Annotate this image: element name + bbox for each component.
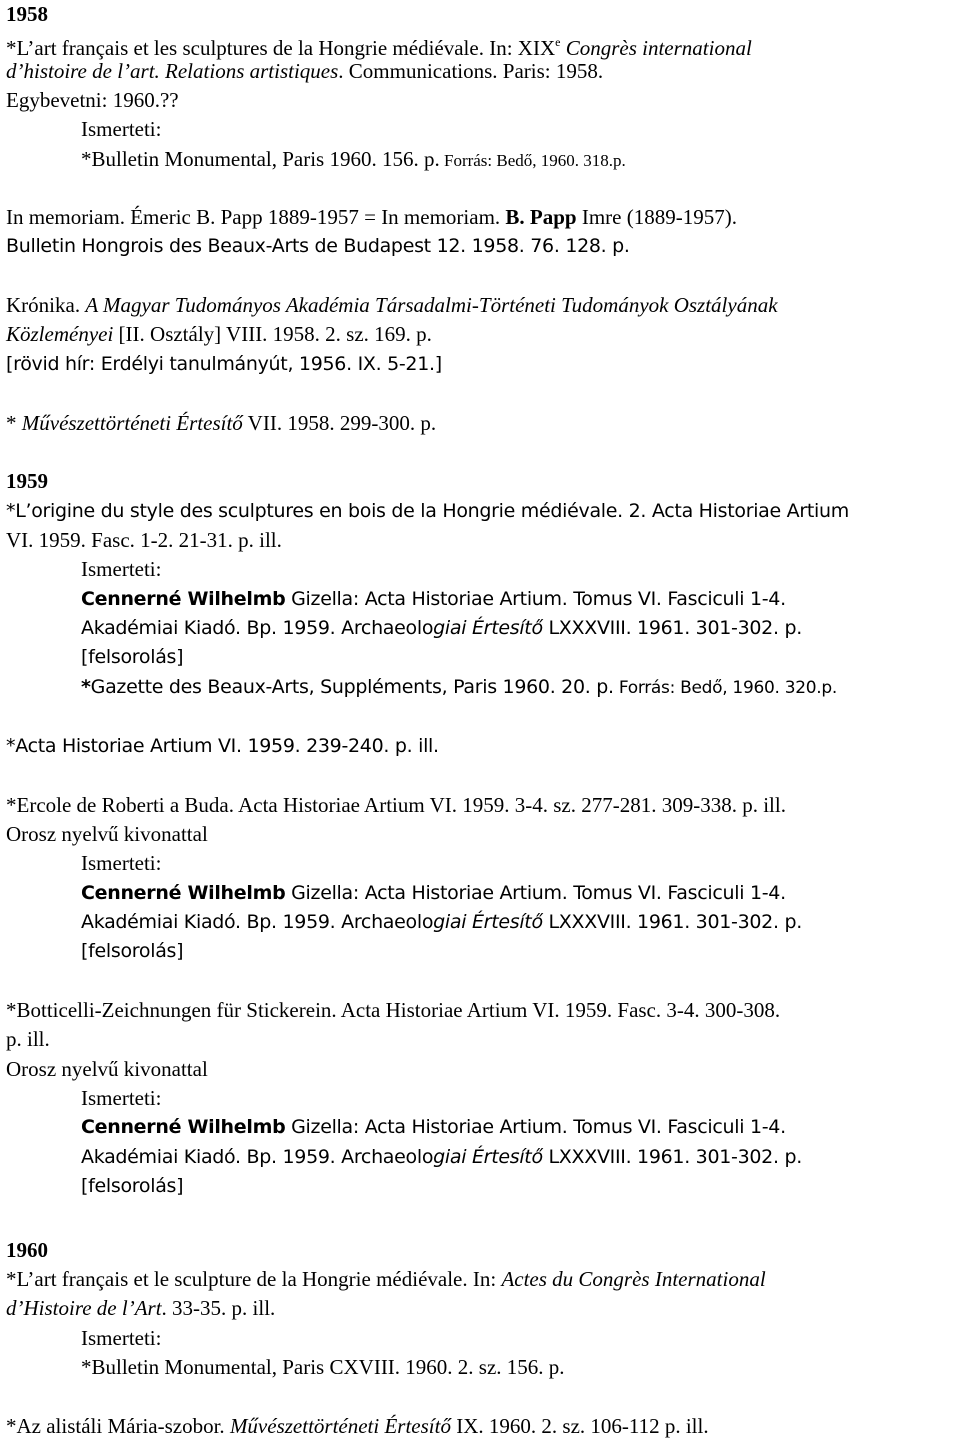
review-label: Ismerteti: [81,117,162,141]
year-heading-1960: 1960 [6,1238,48,1262]
entry-1958-2-line-1: In memoriam. Émeric B. Papp 1889-1957 = In memoriam. B. Papp Imre (1889-1957). [6,205,737,229]
year-heading-1959: 1959 [6,469,48,493]
entry-1959-3-line-1: *Ercole de Roberti a Buda. Acta Historiae Artium VI. 1959. 3-4. sz. 277-281. 309-338. p. ill. [6,793,786,817]
entry-1959-1-line-2: VI. 1959. Fasc. 1-2. 21-31. p. ill. [6,528,282,552]
review-note: [felsorolás] [81,1175,184,1197]
review-label: Ismerteti: [81,1086,162,1110]
review-citation: *Bulletin Monumental, Paris 1960. 156. p. Forrás: Bedő, 1960. 318.p. [81,147,626,171]
review-note: [felsorolás] [81,646,184,668]
entry-1958-3-line-2: Közleményei [II. Osztály] VIII. 1958. 2. sz. 169. p. [6,322,432,346]
review-label: Ismerteti: [81,851,162,875]
review-citation: Cennerné Wilhelmb Gizella: Acta Historiae Artium. Tomus VI. Fasciculi 1-4. [81,882,786,904]
entry-1959-4-line-2: p. ill. [6,1027,50,1051]
entry-1959-1-line-1: *L’origine du style des sculptures en bois de la Hongrie médiévale. 2. Acta Historiae Artium [6,500,849,522]
entry-1958-1-line-3: Egybevetni: 1960.?? [6,88,179,112]
entry-1960-1-line-1: *L’art français et le sculpture de la Hongrie médiévale. In: Actes du Congrès International [6,1267,766,1291]
entry-1958-1-line-2: d’histoire de l’art. Relations artistiques. Communications. Paris: 1958. [6,59,604,83]
review-citation-2: *Gazette des Beaux-Arts, Suppléments, Paris 1960. 20. p. Forrás: Bedő, 1960. 320.p. [81,676,837,698]
entry-1958-4: * Művészettörténeti Értesítő VII. 1958. 299-300. p. [6,411,437,435]
entry-1958-3-line-1: Krónika. A Magyar Tudományos Akadémia Társadalmi-Történeti Tudományok Osztályának [6,293,778,317]
review-citation: *Bulletin Monumental, Paris CXVIII. 1960. 2. sz. 156. p. [81,1355,565,1379]
entry-1958-1-line-1: *L’art français et les sculptures de la Hongrie médiévale. In: XIXe Congrès international [6,35,752,60]
review-citation-cont: Akadémiai Kiadó. Bp. 1959. Archaeologiai Értesítő LXXXVIII. 1961. 301-302. p. [81,911,802,933]
entry-1960-2: *Az alistáli Mária-szobor. Művészettörténeti Értesítő IX. 1960. 2. sz. 106-112 p. ill. [6,1414,709,1438]
review-label: Ismerteti: [81,557,162,581]
entry-1959-4-line-3: Orosz nyelvű kivonattal [6,1057,208,1081]
entry-1959-2: *Acta Historiae Artium VI. 1959. 239-240. p. ill. [6,735,439,757]
year-heading-1958: 1958 [6,2,48,26]
review-label: Ismerteti: [81,1326,162,1350]
review-citation-cont: Akadémiai Kiadó. Bp. 1959. Archaeologiai Értesítő LXXXVIII. 1961. 301-302. p. [81,1146,802,1168]
entry-1959-3-line-2: Orosz nyelvű kivonattal [6,822,208,846]
review-citation-cont: Akadémiai Kiadó. Bp. 1959. Archaeologiai Értesítő LXXXVIII. 1961. 301-302. p. [81,617,802,639]
entry-1960-1-line-2: d’Histoire de l’Art. 33-35. p. ill. [6,1296,276,1320]
entry-1958-3-line-3: [rövid hír: Erdélyi tanulmányút, 1956. IX. 5-21.] [6,353,442,375]
entry-1958-2-line-2: Bulletin Hongrois des Beaux-Arts de Budapest 12. 1958. 76. 128. p. [6,235,630,257]
review-note: [felsorolás] [81,940,184,962]
review-citation: Cennerné Wilhelmb Gizella: Acta Historiae Artium. Tomus VI. Fasciculi 1-4. [81,588,786,610]
entry-1959-4-line-1: *Botticelli-Zeichnungen für Stickerein. Acta Historiae Artium VI. 1959. Fasc. 3-4. 300-308. [6,998,781,1022]
review-citation: Cennerné Wilhelmb Gizella: Acta Historiae Artium. Tomus VI. Fasciculi 1-4. [81,1116,786,1138]
